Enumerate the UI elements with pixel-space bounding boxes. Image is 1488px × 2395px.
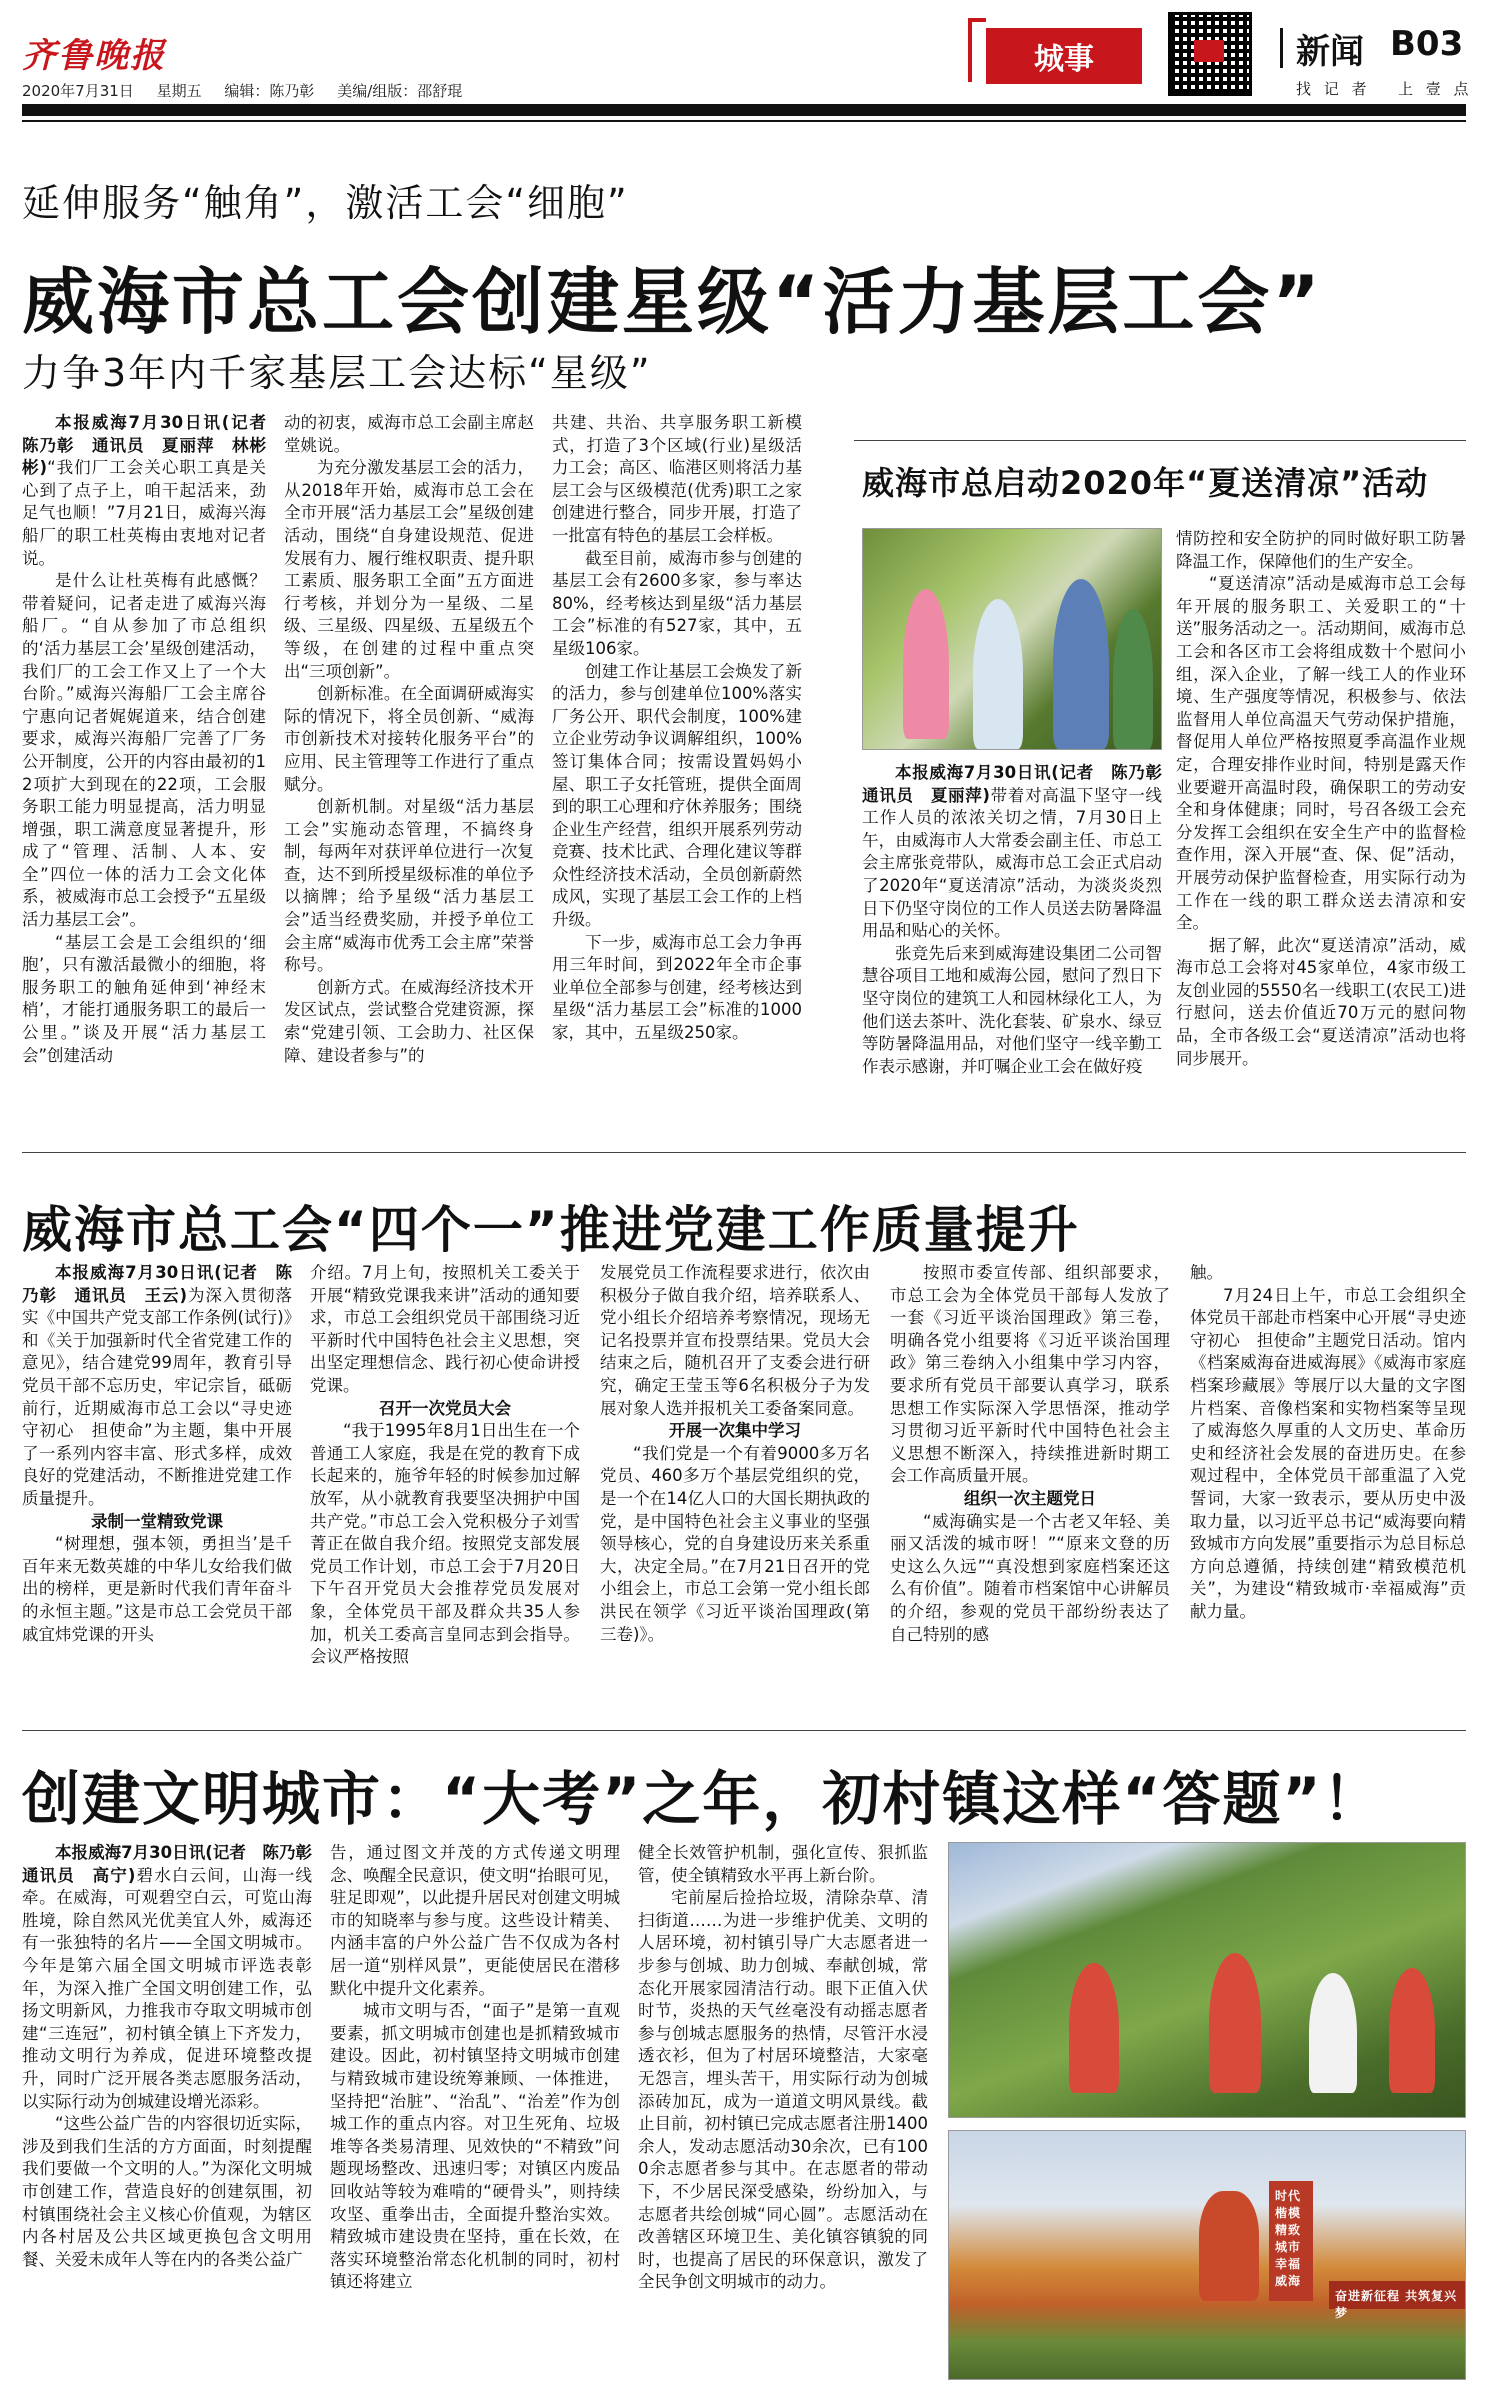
lead-col2d-text: 创新机制。对星级“活力基层工会”实施动态管理，不搞终身制，每两年对获评单位进行一次复查，达不到所授星级标准的单位予以摘牌；给予星级“活力基层工会”适当经费奖励，并授予单位工会主席“威海市优秀工会主席”荣誉称号。 xyxy=(284,797,534,975)
party-title: 威海市总工会“四个一”推进党建工作质量提升 xyxy=(22,1201,1080,1259)
summer-photo xyxy=(862,528,1162,750)
party-column-2 xyxy=(310,1262,580,1669)
summer-byline: 本报威海7月30日讯(记者 陈乃彰 通讯员 夏丽萍) xyxy=(862,763,1179,805)
party-c5a: 触。 xyxy=(1190,1263,1223,1282)
issue-weekday: 星期五 xyxy=(156,82,202,100)
civil-column-2 xyxy=(330,1842,620,2294)
summer-p4: “夏送清凉”活动是威海市总工会每年开展的服务职工、关爱职工的“十送”服务活动之一。活动期间，威海市总工会和各区市工会将组成数十个慰问小组，深入企业，了解一线工人的作业环境、生产强度等情况，积极参与、依法监督用人单位高温天气劳动保护措施，督促用人单位严格按照夏季高温作业规定，合理安排作业时间，特别是露天作业要避开高温时段，确保职工的劳动安全和身体健康；同时，号召各级工会充分发挥工会组织在安全生产中的监督检查作用，深入开展“查、保、促”活动，开展劳动保护监督检查，用实际行动为工作在一线的职工群众送去清凉和安全。 xyxy=(1176,574,1466,933)
party-subhead-1: 录制一堂精致党课 xyxy=(91,1511,223,1531)
party-byline: 本报威海7月30日讯(记者 陈乃彰 通讯员 王云) xyxy=(22,1263,292,1305)
party-c3a: 发展党员工作流程要求进行，依次由积极分子做自我介绍，培养联系人、党小组长介绍培养考察情况，现场无记名投票并宣布投票结果。党员大会结束之后，随机召开了支委会进行研究，确定王莹玉等6名积极分子为发展对象人选并报机关工委备案同意。 xyxy=(600,1263,870,1418)
civil-column-3 xyxy=(638,1842,928,2294)
section-divider-2 xyxy=(22,1730,1466,1731)
volunteers-photo xyxy=(948,1842,1466,2118)
summer-p1: 带着对高温下坚守一线工作人员的浓浓关切之情，7月30日上午，由威海市人大常委会副主任、市总工会主席张竞带队，威海市总工会正式启动了2020年“夏送清凉”活动，为淡炎炎烈日下仍坚守岗位的工作人员送去防暑降温用品和贴心的关怀。 xyxy=(862,785,1162,941)
party-subhead-2: 召开一次党员大会 xyxy=(379,1398,511,1418)
issue-meta xyxy=(22,80,480,101)
page-number: B03 xyxy=(1390,24,1464,64)
sign-line-1: 时代楷模 xyxy=(1275,2189,1302,2220)
section-tab: 城事 xyxy=(986,28,1142,84)
qr-logo-icon xyxy=(1194,40,1224,62)
party-c4b: “威海确实是一个古老又年轻、美丽又活泼的城市呀！”“原来文登的历史这么久远”“真没想到家庭档案还这么有价值”。随着市档案馆中心讲解员的介绍，参观的党员干部纷纷表达了自己特别的感 xyxy=(890,1511,1170,1644)
lead-kicker: 延伸服务“触角”，激活工会“细胞” xyxy=(22,181,629,225)
section-divider-1 xyxy=(22,1152,1466,1153)
masthead-divider xyxy=(1280,28,1283,68)
party-c1b: “树理想，强本领，勇担当’是千百年来无数英雄的中华儿女给我们做出的榜样，更是新时代我们青年奋斗的永恒主题。”这是市总工会党员干部戚宜炜党课的开头 xyxy=(22,1534,292,1644)
civil-title: 创建文明城市：“大考”之年，初村镇这样“答题”！ xyxy=(22,1765,1383,1833)
lead-col2b-text: 为充分激发基层工会的活力，从2018年开始，威海市总工会在全市开展“活力基层工会”星级创建活动，围绕“自身建设规范、促进发展有力、履行维权职责、提升职工素质、服务职工全面”五方面进行考核，并划分为一星级、二星级、三星级、四星级、五星级五个等级，在创建的过程中重点突出“三项创新”。 xyxy=(284,458,534,681)
newspaper-logo: 齐鲁晚报 xyxy=(22,36,166,76)
lead-byline: 本报威海7月30日讯(记者 陈乃彰 通讯员 夏丽萍 林彬彬) xyxy=(22,413,283,478)
summer-p3: 情防控和安全防护的同时做好职工防暑降温工作，保障他们的生产安全。 xyxy=(1176,529,1466,571)
party-c1a: 为深入贯彻落实《中国共产党支部工作条例(试行)》和《关于加强新时代全省党建工作的意见》，结合建党99周年，教育引导党员干部不忘历史，牢记宗旨，砥砺前行，近期威海市总工会以“寻史迹 守初心 担使命”为主题，集中开展了一系列内容丰富、形式多样，成效良好的党建活动，不断推进党建工作质量提升。 xyxy=(22,1285,309,1508)
design-credit: 美编/组版：邵舒琨 xyxy=(337,82,463,100)
summer-p2: 张竞先后来到威海建设集团二公司智慧谷项目工地和威海公园，慰问了烈日下坚守岗位的建筑工人和园林绿化工人，为他们送去茶叶、洗化套装、矿泉水、绿豆等防暑降温用品，对他们坚守一线辛勤工作表示感谢，并叮嘱企业工会在做好疫 xyxy=(862,943,1162,1076)
summer-column-1 xyxy=(862,762,1179,1078)
party-c2b: “我于1995年8月1日出生在一个普通工人家庭，我是在党的教育下成长起来的，施爷年轻的时候参加过解放军，从小就教育我要坚决拥护中国共产党。”市总工会入党积极分子刘雪菁正在做自我介绍。按照党支部发展党员工作计划，市总工会于7月20日下午召开党员大会推荐党员发展对象，全体党员干部及群众共35人参加，机关工委高言皇同志到会指导。会议严格按照 xyxy=(310,1421,580,1667)
lead-headline: 威海市总工会创建星级“活力基层工会” xyxy=(22,260,1323,344)
lead-col1-text: “我们厂工会关心职工真是关心到了点子上，咱干起活来，劲足气也顺！”7月21日，威海兴海船厂的职工杜英梅由衷地对记者说。 xyxy=(22,458,266,568)
lead-subhead: 力争3年内千家基层工会达标“星级” xyxy=(22,351,652,395)
lead-column-2 xyxy=(284,412,534,1067)
sign-line-3: 幸福威海 xyxy=(1275,2257,1302,2288)
lead-col3b-text: 截至目前，威海市参与创建的基层工会有2600多家，参与率达80%，经考核达到星级“活力基层工会”标准的有527家，其中，五星级106家。 xyxy=(552,548,802,658)
civil-c2b: 城市文明与否，“面子”是第一直观要素，抓文明城市创建也是抓精致城市建设。因此，初村镇坚持文明城市创建与精致城市建设统筹兼顾、一体推进，坚持把“治脏”、“治乱”、“治差”作为创城工作的重点内容。对卫生死角、垃圾堆等各类易清理、见效快的“不精致”问题现场整改、迅速归零；对镇区内废品回收站等较为难啃的“硬骨头”，则持续攻坚、重拳出击，全面提升整治实效。精致城市建设贵在坚持，重在长效，在落实环境整治常态化机制的同时，初村镇还将建立 xyxy=(330,2001,620,2292)
masthead-rule xyxy=(22,104,1466,116)
sculpture-photo xyxy=(948,2130,1466,2380)
party-column-4 xyxy=(890,1262,1170,1646)
civil-byline: 本报威海7月30日讯(记者 陈乃彰 通讯员 高宁) xyxy=(22,1843,329,1885)
party-subhead-4: 组织一次主题党日 xyxy=(964,1488,1096,1508)
issue-date: 2020年7月31日 xyxy=(22,82,134,100)
summer-top-rule xyxy=(854,440,1466,441)
slogan-right: 上 壹 点 xyxy=(1398,80,1473,98)
party-subhead-3: 开展一次集中学习 xyxy=(669,1421,801,1441)
party-column-1 xyxy=(22,1262,309,1646)
party-c4a: 按照市委宣传部、组织部要求，市总工会为全体党员干部每人发放了一套《习近平谈治国理政》第三卷，明确各党小组要将《习近平谈治国理政》第三卷纳入小组集中学习内容，要求所有党员干部要认真学习，联系思想工作实际深入学思悟深，推动学习贯彻习近平新时代中国特色社会主义思想不断深入，持续推进新时期工会工作高质量开展。 xyxy=(890,1263,1170,1486)
lead-col3c-text: 创建工作让基层工会焕发了新的活力，参与创建单位100%落实厂务公开、职代会制度，100%建立企业劳动争议调解组织，100%签订集体合同；按需设置妈妈小屋、职工子女托管班，提供全面周到的职工心理和疗休养服务；围绕企业生产经营，组织开展系列劳动竞赛、技术比武、合理化建议等群众性经济技术活动，全员创新蔚然成风，实现了基层工会工作的上档升级。 xyxy=(552,661,802,930)
party-c5b: 7月24日上午，市总工会组织全体党员干部赴市档案中心开展“寻史迹 守初心 担使命”主题党日活动。馆内《档案威海奋进威海展》《威海市家庭档案珍藏展》等展厅以大量的文字图片档案、音像档案和实物档案等呈现了威海悠久厚重的人文历史、革命历史和经济社会发展的奋进历史。在参观过程中，全体党员干部重温了入党誓词，大家一致表示，要从历史中汲取力量，以习近平总书记“威海要向精致城市方向发展”重要指示为总目标总方向总遵循，持续创建“精致模范机关”，为建设“精致城市·幸福威海”贡献力量。 xyxy=(1190,1285,1483,1621)
section-name: 新闻 xyxy=(1296,32,1364,72)
civil-c1b: “这些公益广告的内容很切近实际，涉及到我们生活的方方面面，时刻提醒我们要做一个文明的人。”为深化文明城市创建工作，营造良好的创建氛围，初村镇围绕社会主义核心价值观，为辖区内各村居及公共区域更换包含文明用餐、关爱未成年人等在内的各类公益广 xyxy=(22,2114,312,2269)
slogan-left: 找 记 者 xyxy=(1296,80,1371,98)
civil-c3a: 健全长效管护机制，强化宣传、狠抓监管，使全镇精致水平再上新台阶。 xyxy=(638,1843,928,1885)
lead-col3d-text: 下一步，威海市总工会力争再用三年时间，到2022年全市企事业单位全部参与创建，经考核达到星级“活力基层工会”标准的1000家，其中，五星级250家。 xyxy=(552,932,802,1043)
party-column-5 xyxy=(1190,1262,1483,1624)
sign-line-2: 精致城市 xyxy=(1275,2223,1302,2254)
civil-c1a: 碧水白云间，山海一线牵。在威海，可观碧空白云，可览山海胜境，除自然风光优美宜人外，威海还有一张独特的名片——全国文明城市。今年是第六届全国文明城市评选表彰年，为深入推广全国文明创建工作，弘扬文明新风，力推我市夺取文明城市创建“三连冠”，初村镇全镇上下齐发力，推动文明行为养成，促进环境整改提升，同时广泛开展各类志愿服务活动，以实际行动为创城建设增光添彩。 xyxy=(22,1865,313,2111)
lead-col1c-text: “基层工会是工会组织的‘细胞’，只有激活最微小的细胞，将服务职工的触角延伸到‘神经末梢’，才能打通服务职工的最后一公里。”谈及开展“活力基层工会”创建活动 xyxy=(22,932,266,1065)
civil-column-1 xyxy=(22,1842,329,2271)
summer-title: 威海市总启动2020年“夏送清凉”活动 xyxy=(862,464,1429,502)
civil-c3b: 宅前屋后捡拾垃圾，清除杂草、清扫街道……为进一步维护优美、文明的人居环境，初村镇引导广大志愿者进一步参与创城、助力创城、奉献创城，常态化开展家园清洁行动。眼下正值入伏时节，炎热的天气丝毫没有动摇志愿者参与创城志愿服务的热情，尽管汗水浸透衣衫，但为了村居环境整洁，大家毫无怨言，埋头苦干，用实际行动为创城添砖加瓦，成为一道道文明风景线。截止目前，初村镇已完成志愿者注册1400余人，发动志愿活动30余次，已有1000余志愿者参与其中。在志愿者的带动下，不少居民深受感染，纷纷加入，与志愿者共绘创城“同心圆”。志愿活动在改善辖区环境卫生、美化镇容镇貌的同时，也提高了居民的环保意识，激发了全民争创文明城市的动力。 xyxy=(638,1888,928,2292)
party-column-3 xyxy=(600,1262,870,1646)
lead-col1b-text: 是什么让杜英梅有此感慨？带着疑问，记者走进了威海兴海船厂。“自从参加了市总组织的‘活力基层工会’星级创建活动，我们厂的工会工作又上了一个大台阶。”威海兴海船厂工会主席谷宁惠向记者娓娓道来，结合创建要求，威海兴海船厂完善了厂务公开制度，公开的内容由最初的12项扩大到现在的22项，工会服务职工能力明显提高，活力明显增强，职工满意度显著提升，形成了“管理、活制、人本、安全”四位一体的活力工会文化体系，被威海市总工会授予“五星级活力基层工会”。 xyxy=(22,571,266,930)
lead-column-1 xyxy=(22,412,283,1067)
sign-banner: 奋进新征程 共筑复兴梦 xyxy=(1335,2289,1458,2320)
party-c3b: “我们党是一个有着9000多万名党员、460多万个基层党组织的党，是一个在14亿人口的大国长期执政的党，是中国特色社会主义事业的坚强领导核心，党的自身建设历来关系重大，决定全局。”在7月21日召开的党小组会上，市总工会第一党小组长郎洪民在领学《习近平谈治国理政(第三卷)》。 xyxy=(600,1443,870,1644)
party-c2a: 介绍。7月上旬，按照机关工委关于开展“精致党课我来讲”活动的通知要求，市总工会组织党员干部围绕习近平新时代中国特色社会主义思想，突出坚定理想信念、践行初心使命讲授党课。 xyxy=(310,1263,580,1395)
lead-col2c-text: 创新标准。在全面调研威海实际的情况下，将全员创新、“威海市创新技术对接转化服务平台”的应用、民主管理等工作进行了重点赋分。 xyxy=(284,684,534,794)
lead-column-3 xyxy=(552,412,802,1045)
summer-column-2 xyxy=(1176,528,1466,1070)
lead-col3a-text: 共建、共治、共享服务职工新模式，打造了3个区域(行业)星级活力工会；高区、临港区则将活力基层工会与区级模范(优秀)职工之家创建进行整合，同步开展，打造了一批富有特色的基层工会样板。 xyxy=(552,413,802,545)
editor-credit: 编辑：陈乃彰 xyxy=(224,82,315,100)
tab-bracket-decoration xyxy=(968,18,986,82)
masthead-rule-thin xyxy=(22,120,1466,122)
civil-c2a: 告，通过图文并茂的方式传递文明理念、唤醒全民意识，使文明“抬眼可见，驻足即观”，以此提升居民对创建文明城市的知晓率与参与度。这些设计精美、内涵丰富的户外公益广告不仅成为各村居一道“别样风景”，更能使居民在潜移默化中提升文化素养。 xyxy=(330,1843,620,1998)
lead-col2a-text: 动的初衷，威海市总工会副主席赵堂姚说。 xyxy=(284,413,534,455)
summer-p5: 据了解，此次“夏送清凉”活动，威海市总工会将对45家单位，4家市级工友创业园的5550名一线职工(农民工)进行慰问，送去价值近70万元的慰问物品，全市各级工会“夏送清凉”活动也将同步展开。 xyxy=(1176,935,1466,1068)
lead-col2e-text: 创新方式。在威海经济技术开发区试点，尝试整合党建资源，探索“党建引领、工会助力、社区保障、建设者参与”的 xyxy=(284,977,534,1065)
